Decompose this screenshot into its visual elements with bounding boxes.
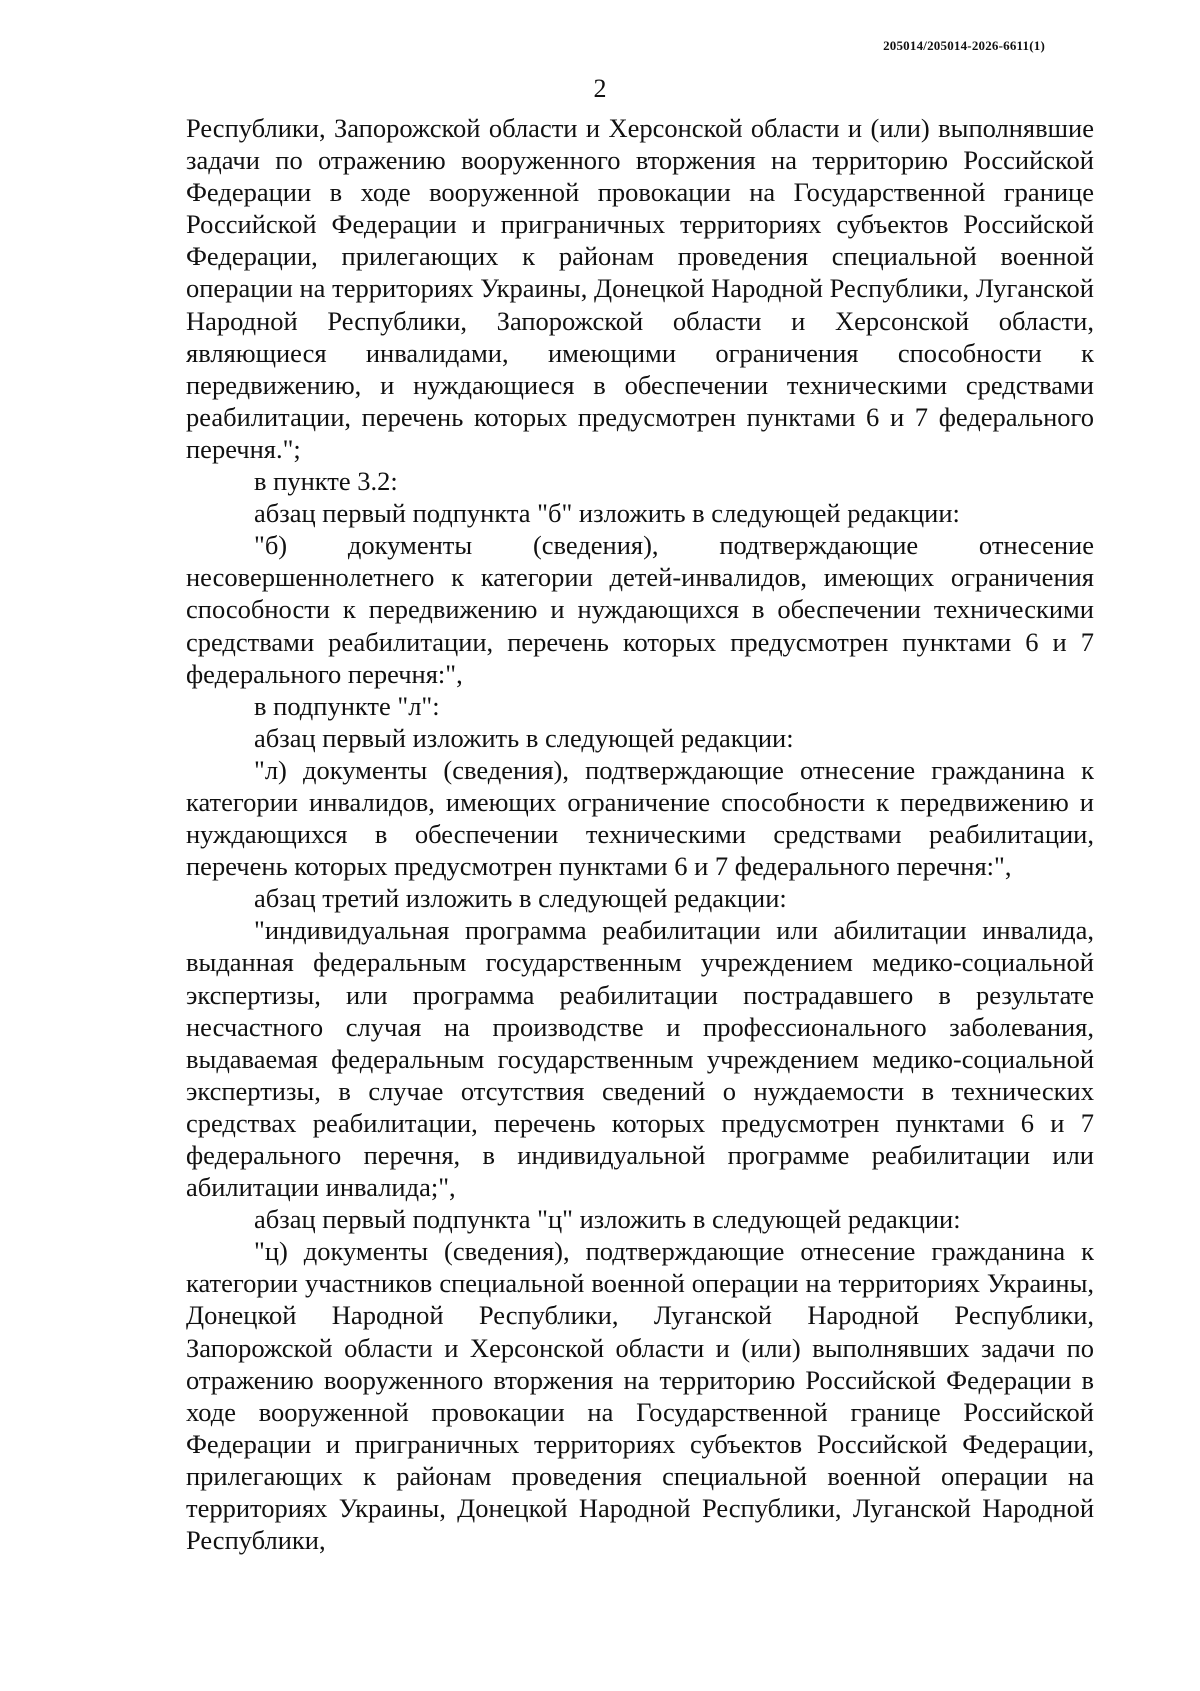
page-number: 2 xyxy=(593,74,607,103)
paragraph-subpoint-ts: "ц) документы (сведения), подтверждающие отнесение гражданина к категории участников специальной военной операции на территориях Украины, Донецкой Народной Республики, Луганской Народной Республики, Запорожской области и Херсонской области и (или) выполнявших задачи по отражению вооруженного вторжения на территорию Российской Федерации в ходе вооруженной провокации на Государственной границе Российской Федерации и приграничных территориях субъектов Российской Федерации, прилегающих к районам проведения специальной военной операции на территориях Украины, Донецкой Народной Республики, Луганской Народной Республики, xyxy=(186,1236,1094,1556)
paragraph-rehab-program: "индивидуальная программа реабилитации или абилитации инвалида, выданная федеральным государственным учреждением медико-социальной экспертизы, или программа реабилитации пострадавшего в результате несчастного случая на производстве и профессионального заболевания, выдаваемая федеральным государственным учреждением медико-социальной экспертизы, в случае отсутствия сведений о нуждаемости в технических средствах реабилитации, перечень которых предусмотрен пунктами 6 и 7 федерального перечня, в индивидуальной программе реабилитации или абилитации инвалида;", xyxy=(186,915,1094,1203)
paragraph-amend-l-third: абзац третий изложить в следующей редакции: xyxy=(254,883,787,914)
paragraph-subpoint-l: "л) документы (сведения), подтверждающие отнесение гражданина к категории инвалидов, имеющих ограничение способности к передвижению и нуждающихся в обеспечении техническими средствами реабилитации, перечень которых предусмотрен пунктами 6 и 7 федерального перечня:", xyxy=(186,754,1094,882)
paragraph-subpoint-b: "б) документы (сведения), подтверждающие отнесение несовершеннолетнего к категории детей-инвалидов, имеющих ограничения способности к передвижению и нуждающихся в обеспечении техническими средствами реабилитации, перечень которых предусмотрен пунктами 6 и 7 федерального перечня:", xyxy=(186,530,1094,689)
body-text xyxy=(186,112,1094,1556)
document-id: 205014/205014-2026-6611(1) xyxy=(883,38,1045,53)
paragraph-amend-l-first: абзац первый изложить в следующей редакции: xyxy=(254,722,794,753)
paragraph-point-3-2: в пункте 3.2: xyxy=(254,466,398,497)
paragraph-amend-b-intro: абзац первый подпункта "б" изложить в следующей редакции: xyxy=(254,498,960,529)
paragraph-amend-ts-intro: абзац первый подпункта "ц" изложить в следующей редакции: xyxy=(254,1204,961,1235)
paragraph-subpoint-l-intro: в подпункте "л": xyxy=(254,690,440,721)
paragraph-continuation: Республики, Запорожской области и Херсонской области и (или) выполнявшие задачи по отражению вооруженного вторжения на территорию Российской Федерации в ходе вооруженной провокации на Государственной границе Российской Федерации и приграничных территориях субъектов Российской Федерации, прилегающих к районам проведения специальной военной операции на территориях Украины, Донецкой Народной Республики, Луганской Народной Республики, Запорожской области и Херсонской области, являющиеся инвалидами, имеющими ограничения способности к передвижению, и нуждающиеся в обеспечении техническими средствами реабилитации, перечень которых предусмотрен пунктами 6 и 7 федерального перечня."; xyxy=(186,113,1094,464)
